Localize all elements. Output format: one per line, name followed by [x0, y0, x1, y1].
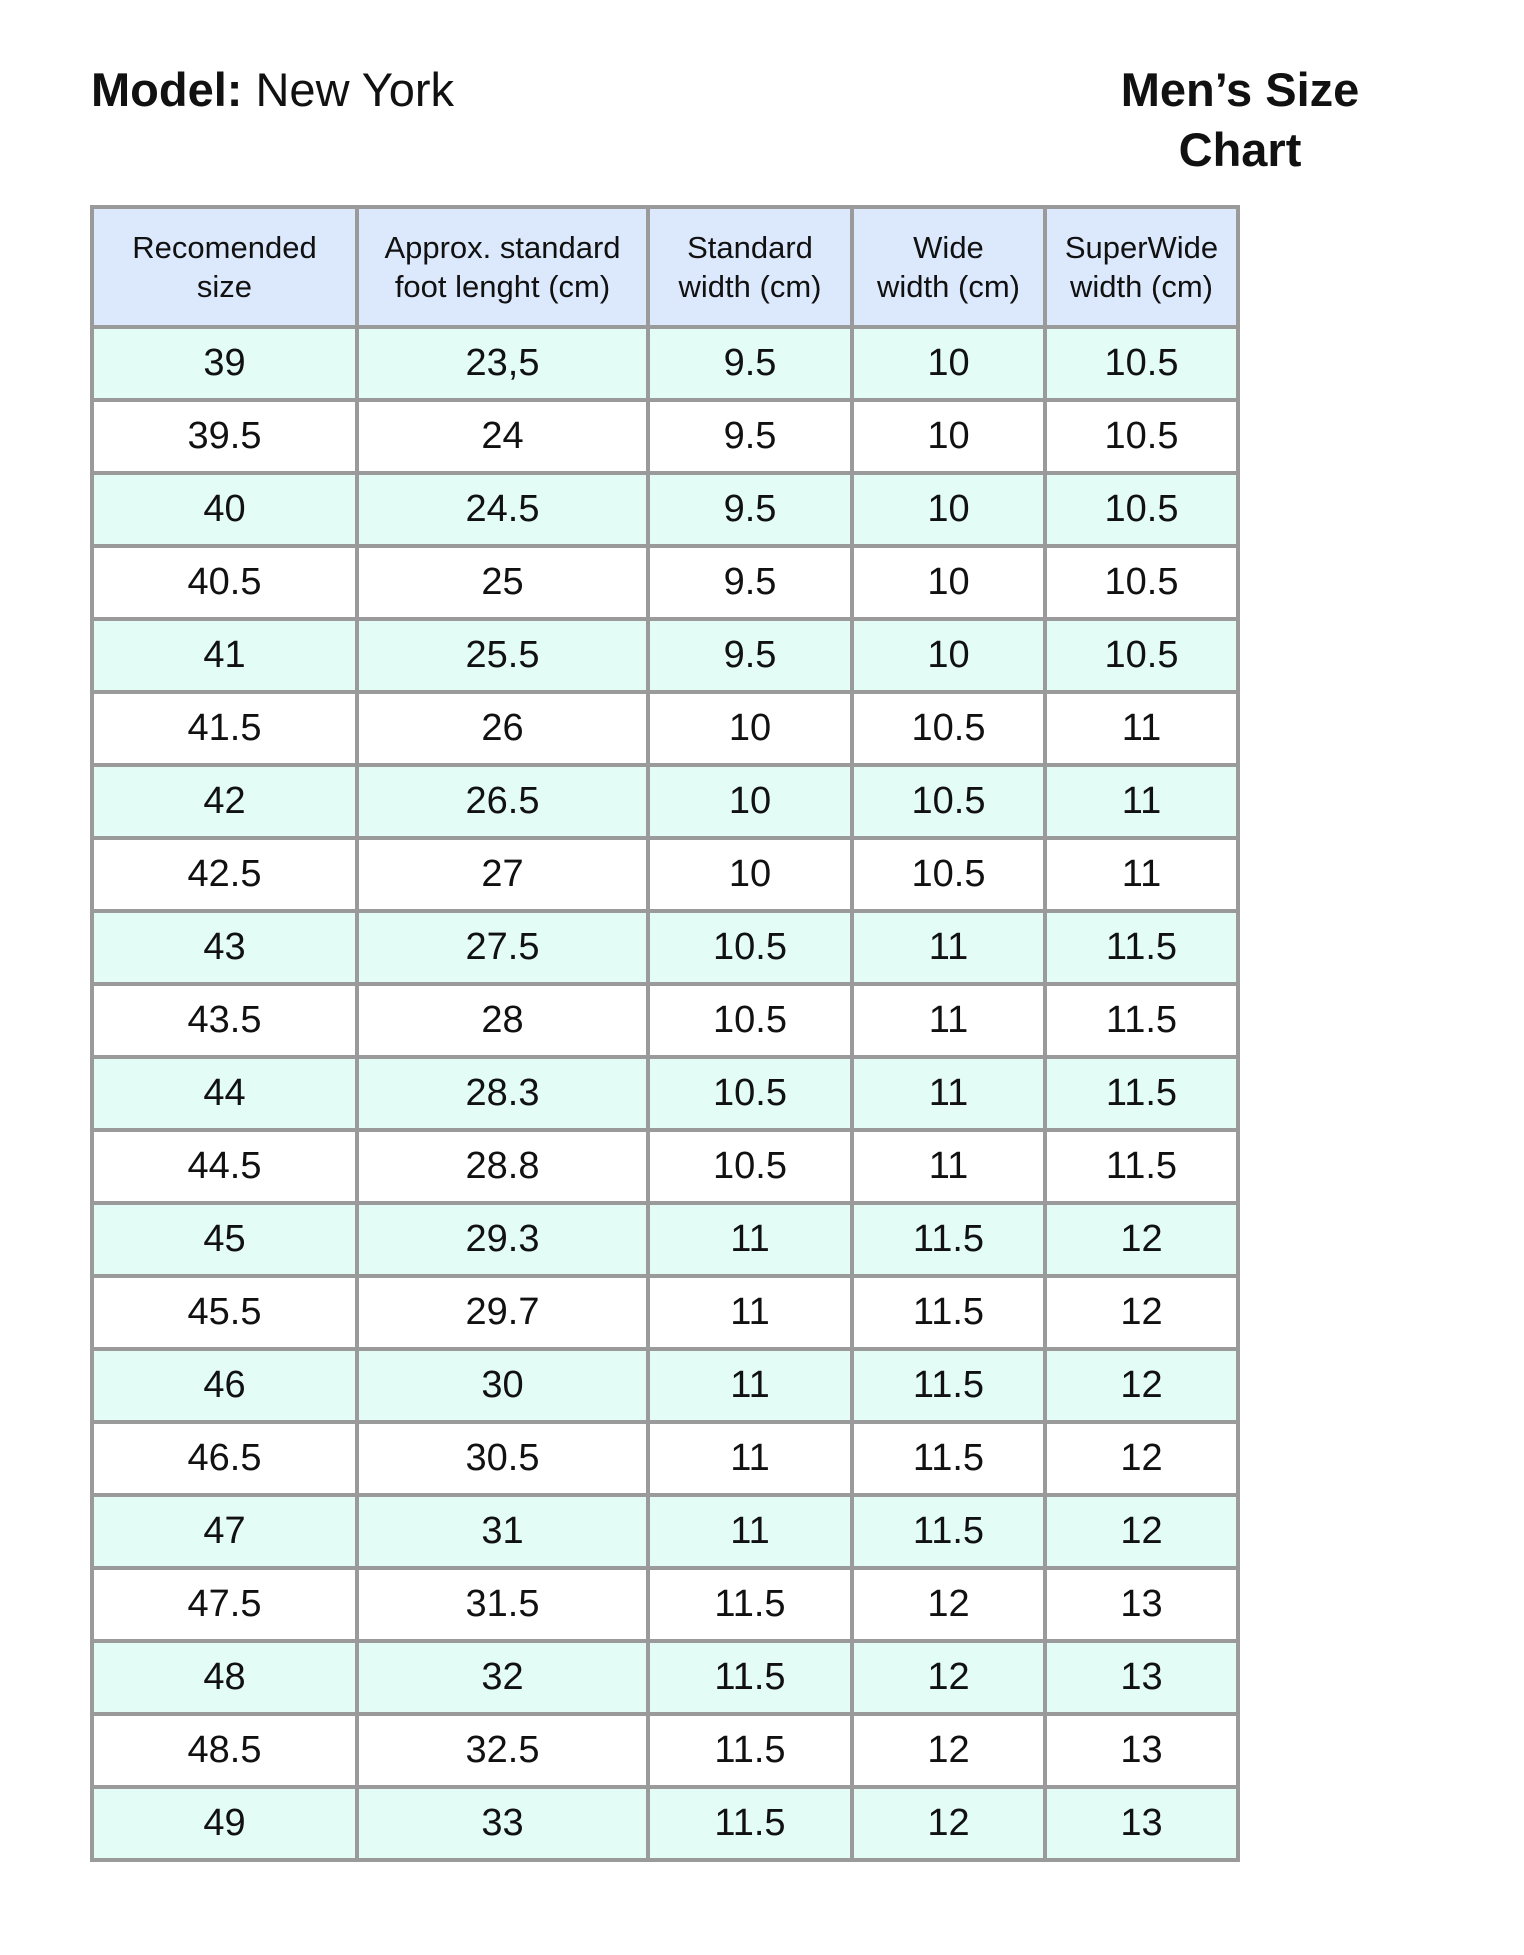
column-header-line: width (cm)	[678, 269, 822, 304]
cell-superwide-width: 12	[1045, 1422, 1238, 1495]
cell-foot-length: 24	[357, 400, 648, 473]
table-row	[92, 400, 1238, 473]
cell-foot-length: 31.5	[357, 1568, 648, 1641]
cell-standard-width: 11.5	[648, 1714, 852, 1787]
column-header-line: Standard	[687, 230, 813, 265]
cell-wide-width: 11.5	[852, 1422, 1045, 1495]
cell-recommended-size: 41.5	[92, 692, 357, 765]
cell-foot-length: 23,5	[357, 327, 648, 400]
column-header-line: width (cm)	[1070, 269, 1213, 304]
cell-recommended-size: 40	[92, 473, 357, 546]
cell-recommended-size: 48.5	[92, 1714, 357, 1787]
cell-superwide-width: 11.5	[1045, 1057, 1238, 1130]
cell-foot-length: 30	[357, 1349, 648, 1422]
column-header-line: Recomended	[132, 230, 317, 265]
column-header-foot-length	[357, 207, 648, 327]
cell-foot-length: 28.3	[357, 1057, 648, 1130]
table-row	[92, 911, 1238, 984]
cell-foot-length: 28.8	[357, 1130, 648, 1203]
cell-wide-width: 11	[852, 984, 1045, 1057]
cell-foot-length: 30.5	[357, 1422, 648, 1495]
table-row	[92, 1203, 1238, 1276]
cell-recommended-size: 46	[92, 1349, 357, 1422]
cell-recommended-size: 44.5	[92, 1130, 357, 1203]
column-header-recommended-size	[92, 207, 357, 327]
cell-recommended-size: 42	[92, 765, 357, 838]
cell-standard-width: 9.5	[648, 619, 852, 692]
cell-foot-length: 24.5	[357, 473, 648, 546]
cell-standard-width: 11	[648, 1203, 852, 1276]
cell-foot-length: 32	[357, 1641, 648, 1714]
table-row	[92, 1422, 1238, 1495]
cell-recommended-size: 39.5	[92, 400, 357, 473]
cell-standard-width: 10.5	[648, 1057, 852, 1130]
table-header-row	[92, 207, 1238, 327]
cell-standard-width: 11.5	[648, 1568, 852, 1641]
cell-superwide-width: 11.5	[1045, 911, 1238, 984]
table-row	[92, 1787, 1238, 1860]
table-row	[92, 1495, 1238, 1568]
cell-standard-width: 10	[648, 838, 852, 911]
cell-wide-width: 10	[852, 400, 1045, 473]
cell-foot-length: 28	[357, 984, 648, 1057]
cell-foot-length: 26	[357, 692, 648, 765]
table-row	[92, 1130, 1238, 1203]
column-header-wide-width	[852, 207, 1045, 327]
cell-wide-width: 12	[852, 1568, 1045, 1641]
column-header-line: size	[196, 269, 253, 304]
cell-superwide-width: 11	[1045, 692, 1238, 765]
cell-standard-width: 9.5	[648, 400, 852, 473]
cell-wide-width: 11.5	[852, 1276, 1045, 1349]
cell-foot-length: 27	[357, 838, 648, 911]
cell-standard-width: 11	[648, 1349, 852, 1422]
cell-wide-width: 10	[852, 619, 1045, 692]
cell-wide-width: 12	[852, 1787, 1045, 1860]
table-row	[92, 1641, 1238, 1714]
table-row	[92, 1349, 1238, 1422]
table-row	[92, 1568, 1238, 1641]
table-body	[92, 327, 1238, 1860]
cell-wide-width: 10	[852, 327, 1045, 400]
cell-recommended-size: 41	[92, 619, 357, 692]
cell-foot-length: 25	[357, 546, 648, 619]
cell-wide-width: 11	[852, 1057, 1045, 1130]
cell-standard-width: 9.5	[648, 473, 852, 546]
size-table	[90, 205, 1240, 1862]
cell-foot-length: 26.5	[357, 765, 648, 838]
cell-recommended-size: 40.5	[92, 546, 357, 619]
cell-superwide-width: 13	[1045, 1641, 1238, 1714]
cell-standard-width: 10.5	[648, 1130, 852, 1203]
model-name: New York	[255, 63, 455, 116]
chart-title-line-2: Chart	[1178, 123, 1302, 176]
cell-standard-width: 10.5	[648, 911, 852, 984]
cell-standard-width: 9.5	[648, 546, 852, 619]
cell-recommended-size: 45.5	[92, 1276, 357, 1349]
cell-superwide-width: 10.5	[1045, 473, 1238, 546]
cell-wide-width: 12	[852, 1641, 1045, 1714]
cell-superwide-width: 12	[1045, 1276, 1238, 1349]
cell-foot-length: 31	[357, 1495, 648, 1568]
cell-foot-length: 27.5	[357, 911, 648, 984]
cell-standard-width: 10	[648, 692, 852, 765]
table-row	[92, 546, 1238, 619]
cell-standard-width: 11	[648, 1422, 852, 1495]
table-row	[92, 692, 1238, 765]
cell-wide-width: 11.5	[852, 1349, 1045, 1422]
table-row	[92, 765, 1238, 838]
cell-wide-width: 11	[852, 911, 1045, 984]
cell-recommended-size: 45	[92, 1203, 357, 1276]
cell-recommended-size: 39	[92, 327, 357, 400]
column-header-line: SuperWide	[1064, 230, 1219, 265]
cell-superwide-width: 12	[1045, 1495, 1238, 1568]
cell-wide-width: 10	[852, 473, 1045, 546]
cell-standard-width: 9.5	[648, 327, 852, 400]
column-header-superwide-width	[1045, 207, 1238, 327]
cell-standard-width: 11	[648, 1495, 852, 1568]
column-header-line: width (cm)	[877, 269, 1020, 304]
cell-wide-width: 12	[852, 1714, 1045, 1787]
table-row	[92, 327, 1238, 400]
cell-recommended-size: 47	[92, 1495, 357, 1568]
cell-wide-width: 11	[852, 1130, 1045, 1203]
cell-foot-length: 32.5	[357, 1714, 648, 1787]
cell-foot-length: 29.7	[357, 1276, 648, 1349]
chart-title	[1080, 60, 1400, 180]
cell-recommended-size: 48	[92, 1641, 357, 1714]
cell-superwide-width: 13	[1045, 1568, 1238, 1641]
cell-recommended-size: 47.5	[92, 1568, 357, 1641]
cell-recommended-size: 42.5	[92, 838, 357, 911]
cell-superwide-width: 12	[1045, 1349, 1238, 1422]
cell-wide-width: 11.5	[852, 1203, 1045, 1276]
table-row	[92, 1276, 1238, 1349]
cell-superwide-width: 13	[1045, 1714, 1238, 1787]
column-header-line: foot lenght (cm)	[394, 269, 611, 304]
cell-superwide-width: 12	[1045, 1203, 1238, 1276]
cell-standard-width: 11.5	[648, 1787, 852, 1860]
cell-superwide-width: 10.5	[1045, 327, 1238, 400]
cell-wide-width: 10	[852, 546, 1045, 619]
cell-wide-width: 10.5	[852, 692, 1045, 765]
cell-superwide-width: 10.5	[1045, 619, 1238, 692]
cell-recommended-size: 49	[92, 1787, 357, 1860]
cell-wide-width: 10.5	[852, 838, 1045, 911]
cell-superwide-width: 11.5	[1045, 984, 1238, 1057]
chart-title-line-1: Men’s Size	[1120, 63, 1360, 116]
table-row	[92, 619, 1238, 692]
cell-foot-length: 25.5	[357, 619, 648, 692]
cell-foot-length: 29.3	[357, 1203, 648, 1276]
cell-recommended-size: 44	[92, 1057, 357, 1130]
cell-recommended-size: 43.5	[92, 984, 357, 1057]
cell-standard-width: 11	[648, 1276, 852, 1349]
cell-foot-length: 33	[357, 1787, 648, 1860]
cell-wide-width: 11.5	[852, 1495, 1045, 1568]
cell-standard-width: 10	[648, 765, 852, 838]
table-row	[92, 838, 1238, 911]
cell-superwide-width: 10.5	[1045, 400, 1238, 473]
column-header-line: Wide	[913, 230, 984, 265]
cell-superwide-width: 11	[1045, 838, 1238, 911]
model-heading	[91, 60, 454, 120]
table-row	[92, 1057, 1238, 1130]
table-row	[92, 1714, 1238, 1787]
cell-superwide-width: 11	[1045, 765, 1238, 838]
table-row	[92, 473, 1238, 546]
cell-standard-width: 11.5	[648, 1641, 852, 1714]
cell-recommended-size: 43	[92, 911, 357, 984]
cell-standard-width: 10.5	[648, 984, 852, 1057]
cell-recommended-size: 46.5	[92, 1422, 357, 1495]
column-header-line: Approx. standard	[384, 230, 621, 265]
cell-superwide-width: 11.5	[1045, 1130, 1238, 1203]
table-row	[92, 984, 1238, 1057]
cell-superwide-width: 13	[1045, 1787, 1238, 1860]
cell-superwide-width: 10.5	[1045, 546, 1238, 619]
model-label: Model:	[91, 63, 243, 116]
cell-wide-width: 10.5	[852, 765, 1045, 838]
column-header-standard-width	[648, 207, 852, 327]
